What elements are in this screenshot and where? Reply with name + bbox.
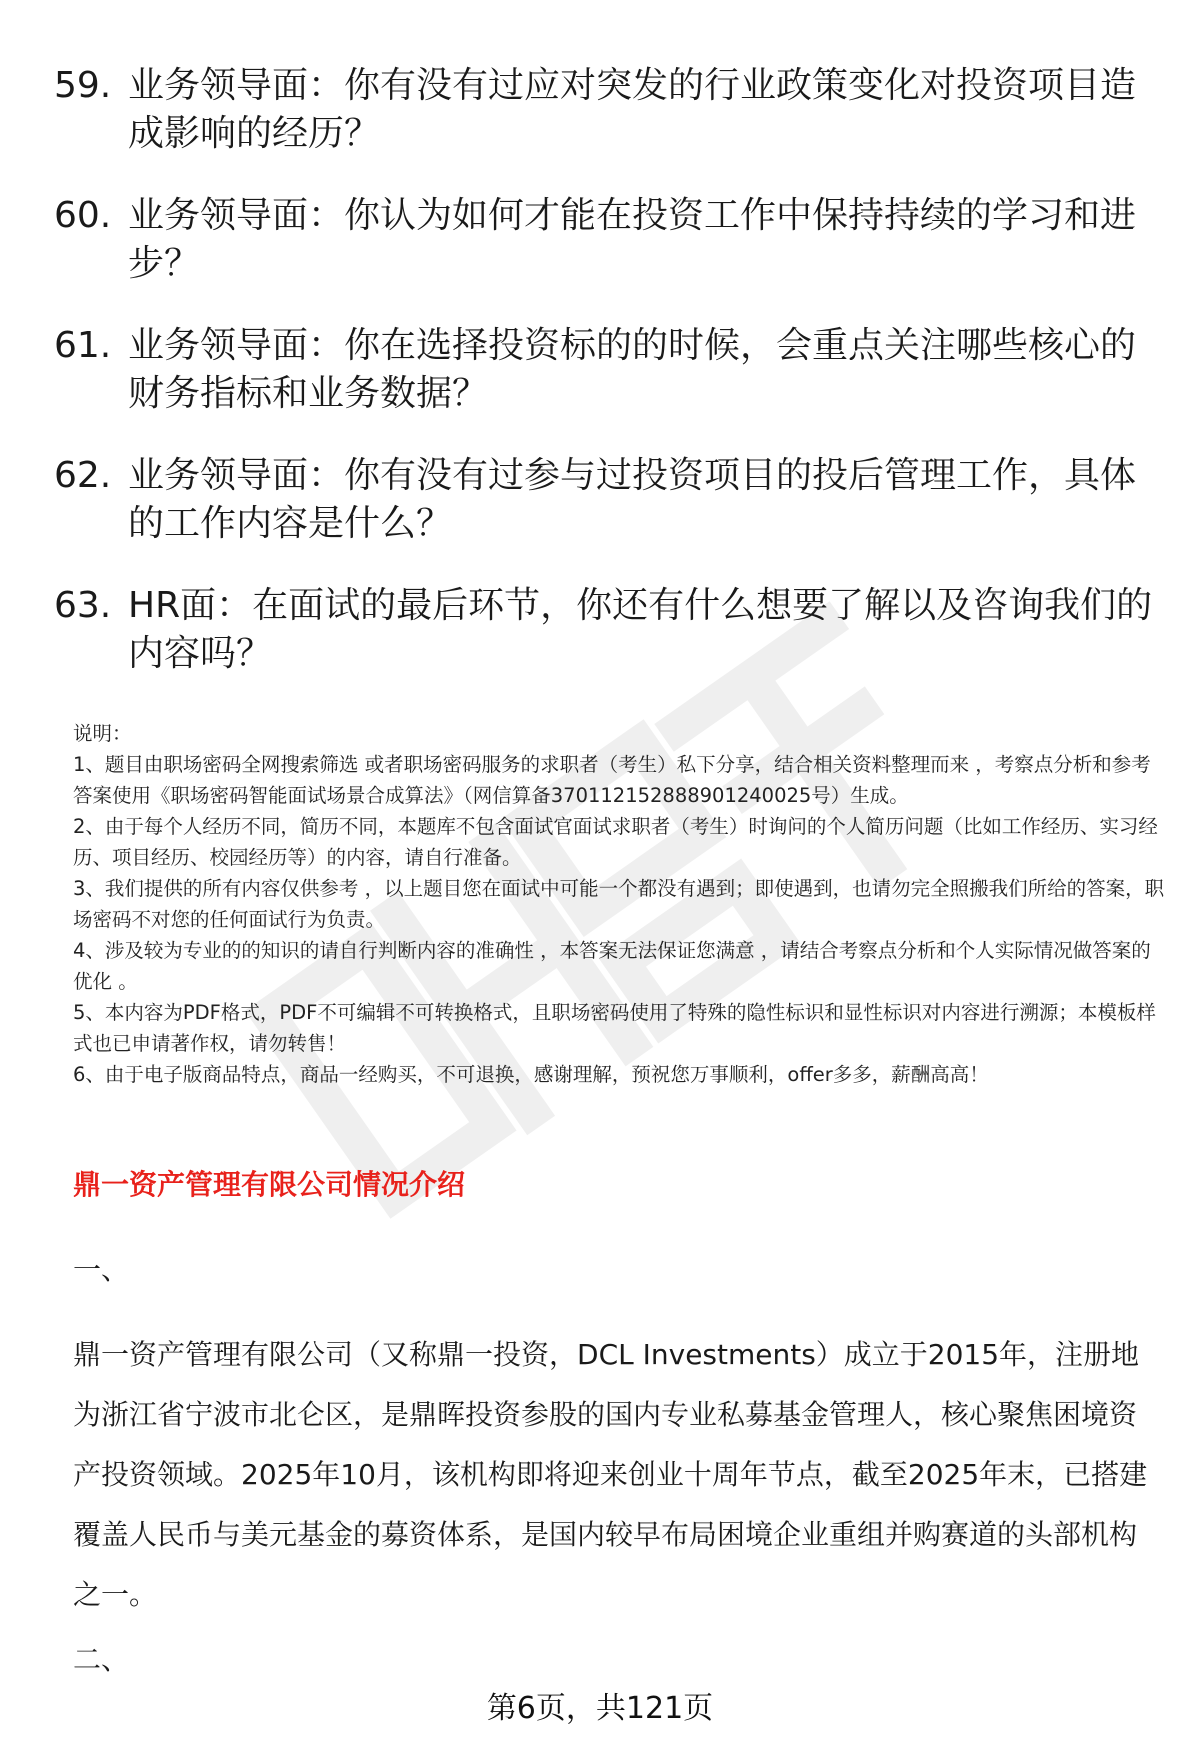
question-item bbox=[54, 322, 1154, 418]
question-number: 59. bbox=[54, 65, 112, 106]
company-section-title: 鼎一资产管理有限公司情况介绍 bbox=[73, 1168, 466, 1201]
note-item: 5、本内容为PDF格式，PDF不可编辑不可转换格式，且职场密码使用了特殊的隐性标识和显性标识对内容进行溯源；本模板样式也已申请著作权，请勿转售！ bbox=[73, 1001, 1156, 1055]
question-item bbox=[54, 62, 1154, 158]
question-number: 63. bbox=[54, 585, 112, 626]
disclaimer-notes bbox=[73, 718, 1165, 1090]
question-item bbox=[54, 452, 1154, 548]
question-text: HR面：在面试的最后环节，你还有什么想要了解以及咨询我们的内容吗？ bbox=[128, 585, 1153, 674]
note-item: 1、题目由职场密码全网搜索筛选 或者职场密码服务的求职者（考生）私下分享，结合相关资料整理而来 ，考察点分析和参考答案使用《职场密码智能面试场景合成算法》（网信算备370112152888901240025号）生成。 bbox=[73, 753, 1151, 807]
question-text: 业务领导面：你在选择投资标的的时候，会重点关注哪些核心的财务指标和业务数据？ bbox=[128, 325, 1137, 414]
note-item: 2、由于每个人经历不同，简历不同，本题库不包含面试官面试求职者（考生）时询问的个人简历问题（比如工作经历、实习经历、项目经历、校园经历等）的内容，请自行准备。 bbox=[73, 815, 1158, 869]
question-text: 业务领导面：你有没有过应对突发的行业政策变化对投资项目造成影响的经历？ bbox=[128, 65, 1137, 154]
question-list bbox=[54, 62, 1154, 712]
section-marker-two: 二、 bbox=[73, 1643, 130, 1676]
notes-heading: 说明： bbox=[73, 722, 132, 745]
note-item: 4、涉及较为专业的的知识的请自行判断内容的准确性 ，本答案无法保证您满意 ，请结合考察点分析和个人实际情况做答案的优化 。 bbox=[73, 939, 1151, 993]
question-number: 62. bbox=[54, 455, 112, 496]
section-marker-one: 一、 bbox=[73, 1253, 130, 1286]
question-item bbox=[54, 192, 1154, 288]
question-text: 业务领导面：你有没有过参与过投资项目的投后管理工作，具体的工作内容是什么？ bbox=[128, 455, 1137, 544]
question-number: 61. bbox=[54, 325, 112, 366]
company-intro-paragraph: 鼎一资产管理有限公司（又称鼎一投资，DCL Investments）成立于2015年，注册地为浙江省宁波市北仑区，是鼎晖投资参股的国内专业私募基金管理人，核心聚焦困境资产投资领域。2025年10月，该机构即将迎来创业十周年节点，截至2025年末，已搭建覆盖人民币与美元基金的募资体系，是国内较早布局困境企业重组并购赛道的头部机构之一。 bbox=[73, 1338, 1148, 1611]
note-item: 6、由于电子版商品特点，商品一经购买，不可退换，感谢理解，预祝您万事顺利，offer多多，薪酬高高！ bbox=[73, 1063, 989, 1086]
page-number-footer: 第6页，共121页 bbox=[486, 1691, 714, 1726]
question-text: 业务领导面：你认为如何才能在投资工作中保持持续的学习和进步？ bbox=[128, 195, 1137, 284]
question-number: 60. bbox=[54, 195, 112, 236]
question-item bbox=[54, 582, 1154, 678]
note-item: 3、我们提供的所有内容仅供参考 ，以上题目您在面试中可能一个都没有遇到；即使遇到，也请勿完全照搬我们所给的答案，职场密码不对您的任何面试行为负责。 bbox=[73, 877, 1165, 931]
